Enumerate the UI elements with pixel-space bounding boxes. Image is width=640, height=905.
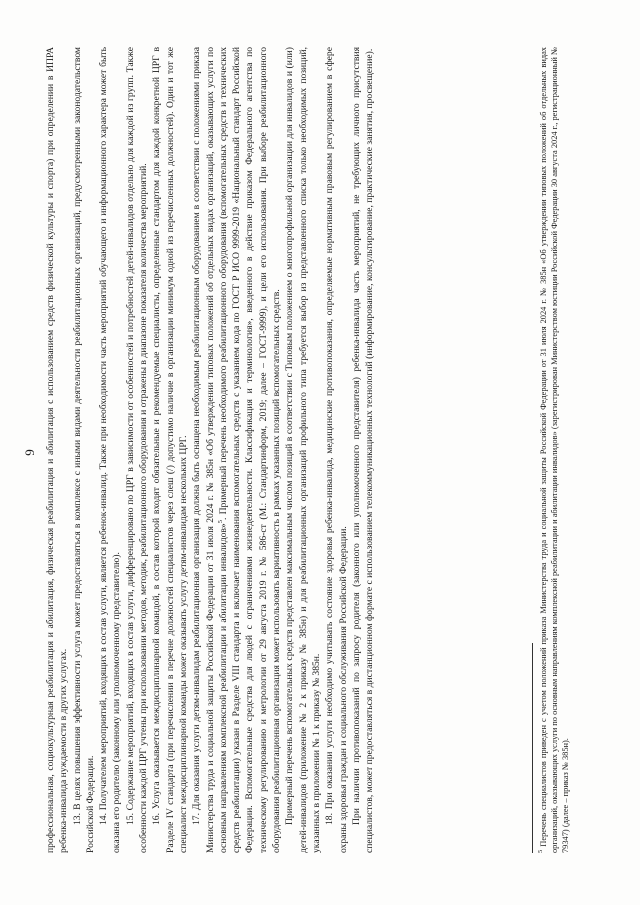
- paragraph: 13. В целях повышения эффективности услуга может предоставляться в комплексе с иными видами деятельности реабилитационных организаций, предусмотренными законодательством Российской Федерации.: [71, 47, 96, 853]
- paragraph: профессиональная, социокультурная реабилитация и абилитация, физическая реабилитация и абилитация с использованием средств физической культуры и спорта) при определении в ИПРА ребенка-инвалида нуждаемости в других услугах.: [45, 47, 70, 853]
- paragraph: 14. Получателем мероприятий, входящих в состав услуги, является ребенок-инвалид. Также при необходимости часть мероприятий обучающего и информационного характера может быть оказана его родителю (законному или уполномоченному представителю).: [98, 47, 123, 853]
- footnote-marker: 5: [537, 849, 545, 853]
- footnote: [538, 47, 572, 853]
- paragraph: 15. Содержание мероприятий, входящих в состав услуги, дифференцировано по ЦРГ в зависимости от особенностей и потребностей детей-инвалидов отдельно для каждой из групп. Также особенности каждой ЦРГ учтены при использовании методов, методик, реабилитационного оборудования и отражены в диапазоне показателя количества мероприятий.: [124, 47, 150, 853]
- body-text: [44, 47, 376, 853]
- page-number: 9: [22, 449, 37, 456]
- footnote-text: Перечень специалистов приведен с учетом положений приказа Министерства труда и социальной защиты Российской Федерации от 31 июля 2024 г. № 385н «Об утверждении типовых положений об отдельных видах организаций, оказывающих услуги по основным направлениям комплексной реабилитации и абилитации инвалидов» (зарегистрирован Министерством юстиции Российской Федерации 30 августа 2024 г., регистрационный № 79347) (далее – приказ № 385н).: [539, 47, 571, 853]
- paragraph: Примерный перечень вспомогательных средств представлен максимальным числом позиций в соответствии с Типовым положением о многопрофильной организации для инвалидов и (или) детей-инвалидов (приложение № 2 к приказу № 385н) и для реабилитационных организаций профильного типа требуется выбор из представленного списка только необходимых позиций, указанных в приложении № 1 к приказу № 385н.: [284, 47, 322, 853]
- footnote-reference: 5: [216, 520, 224, 524]
- paragraph: 16. Услуга оказывается междисциплинарной командой, в состав которой входят обязательные и рекомендуемые специалисты, определенные стандартом для каждой конкретной ЦРГ в Разделе IV стандарта (при перечислении в перечне должностей специалистов через слеш (/) допустимо наличие в организации минимум одной из перечисленных должностей). Один и тот же специалист междисциплинарной команды может оказывать услугу детям-инвалидам нескольких ЦРГ.: [151, 47, 189, 853]
- paragraph: 18. При оказании услуги необходимо учитывать состояние здоровья ребенка-инвалида, медицинские противопоказания, определяемые нормативным правовым регулированием в сфере охраны здоровья граждан и социального обслуживания Российской Федерации.: [324, 47, 349, 853]
- footnote-separator: [532, 643, 533, 853]
- paragraph: 17. Для оказания услуги детям-инвалидам реабилитационная организация должна быть оснащена необходимым реабилитационным оборудованием в соответствии с положениями приказа Министерства труда и социальной защиты Российской Федерации от 31 июля 2024 г. № 385н «Об утверждении типовых положений об отдельных видах организаций, оказывающих услуги по основным направлениям комплексной реабилитации и абилитации инвалидов»$^5$. Примерный перечень необходимого реабилитационного оборудования (вспомогательных средств и технических средств реабилитации) указан в Разделе VIII стандарта и включает наименования вспомогательных средств с указанием кода по ГОСТ Р ИСО 9999-2019 «Национальный стандарт Российской Федерации. Вспомогательные средства для людей с ограничениями жизнедеятельности. Классификация и терминология», введенного в действие приказом Федерального агентства по техническому регулированию и метрологии от 29 августа 2019 г. № 586-ст (М.: Стандартинформ, 2019; далее – ГОСТ-9999), и цели его использования. При выборе реабилитационного оборудования реабилитационная организация может использовать вариативность в рамках указанных позиций вспомогательных средств.: [191, 47, 283, 853]
- paragraph: При наличии противопоказаний по запросу родителя (законного или уполномоченного представителя) ребенка-инвалида часть мероприятий, не требующих личного присутствия специалистов, может предоставляться в дистанционном формате с использованием телекоммуникационных технологий (информирование, консультирование, практические занятия, просвещение).: [350, 47, 376, 853]
